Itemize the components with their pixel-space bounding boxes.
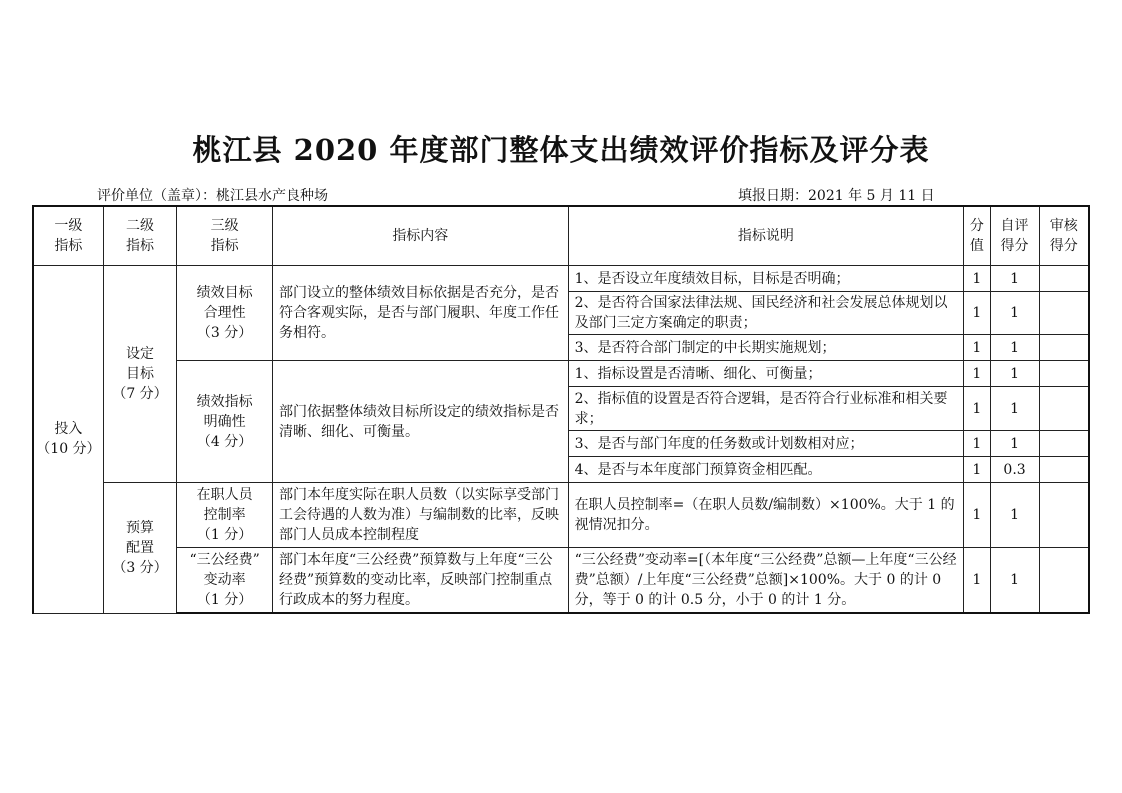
audit-score-cell [1039,387,1089,431]
self-score-cell: 1 [990,483,1039,548]
score-cell: 1 [964,548,991,614]
table-row [33,483,1089,548]
explanation-cell: 4、是否与本年度部门预算资金相匹配。 [568,457,963,483]
header-audit-score: 审核 得分 [1039,206,1089,266]
level3-cell: 在职人员 控制率 （1 分） [177,483,273,548]
self-score-cell: 1 [990,548,1039,614]
table-row [33,548,1089,614]
explanation-cell: 2、指标值的设置是否符合逻辑，是否符合行业标准和相关要求； [568,387,963,431]
explanation-cell: 1、是否设立年度绩效目标，目标是否明确； [568,266,963,292]
level3-cell: “三公经费” 变动率 （1 分） [177,548,273,614]
explanation-cell: 2、是否符合国家法律法规、国民经济和社会发展总体规划以及部门三定方案确定的职责； [568,292,963,335]
level2-cell: 预算 配置 （3 分） [103,483,176,614]
audit-score-cell [1039,431,1089,457]
header-score: 分 值 [964,206,991,266]
audit-score-cell [1039,292,1089,335]
content-cell: 部门设立的整体绩效目标依据是否充分，是否符合客观实际，是否与部门履职、年度工作任务相符。 [273,266,569,361]
level3-cell: 绩效目标 合理性 （3 分） [177,266,273,361]
audit-score-cell [1039,483,1089,548]
fill-date: 填报日期：2021 年 5 月 11 日 [738,188,935,204]
self-score-cell: 1 [990,292,1039,335]
audit-score-cell [1039,266,1089,292]
header-row [33,206,1089,266]
level1-cell: 投入 （10 分） [33,266,103,614]
score-cell: 1 [964,483,991,548]
page-title: 桃江县 2020 年度部门整体支出绩效评价指标及评分表 [192,133,930,167]
self-score-cell: 0.3 [990,457,1039,483]
evaluation-unit: 评价单位（盖章）：桃江县水产良种场 [97,188,328,204]
header-level2: 二级 指标 [103,206,176,266]
level2-cell: 设定 目标 （7 分） [103,266,176,483]
explanation-cell: “三公经费”变动率=[（本年度“三公经费”总额—上年度“三公经费”总额）/上年度“三公经费”总额]×100%。大于 0 的计 0 分，等于 0 的计 0.5 分，小于 0 的计 1 分。 [568,548,963,614]
header-content: 指标内容 [273,206,569,266]
score-cell: 1 [964,457,991,483]
evaluation-table [32,205,1090,614]
self-score-cell: 1 [990,387,1039,431]
table-row [33,266,1089,292]
audit-score-cell [1039,457,1089,483]
score-cell: 1 [964,266,991,292]
score-cell: 1 [964,335,991,361]
header-level1: 一级 指标 [33,206,103,266]
level3-cell: 绩效指标 明确性 （4 分） [177,361,273,483]
explanation-cell: 3、是否与部门年度的任务数或计划数相对应； [568,431,963,457]
content-cell: 部门本年度实际在职人员数（以实际享受部门工会待遇的人数为准）与编制数的比率，反映部门人员成本控制程度 [273,483,569,548]
score-cell: 1 [964,292,991,335]
audit-score-cell [1039,335,1089,361]
self-score-cell: 1 [990,266,1039,292]
score-cell: 1 [964,387,991,431]
header-level3: 三级 指标 [177,206,273,266]
content-cell: 部门本年度“三公经费”预算数与上年度“三公经费”预算数的变动比率，反映部门控制重点行政成本的努力程度。 [273,548,569,614]
audit-score-cell [1039,548,1089,614]
explanation-cell: 在职人员控制率=（在职人员数/编制数）×100%。大于 1 的视情况扣分。 [568,483,963,548]
header-explanation: 指标说明 [568,206,963,266]
content-cell: 部门依据整体绩效目标所设定的绩效指标是否清晰、细化、可衡量。 [273,361,569,483]
self-score-cell: 1 [990,335,1039,361]
score-cell: 1 [964,361,991,387]
explanation-cell: 3、是否符合部门制定的中长期实施规划； [568,335,963,361]
table-row [33,361,1089,387]
score-cell: 1 [964,431,991,457]
audit-score-cell [1039,361,1089,387]
explanation-cell: 1、指标设置是否清晰、细化、可衡量； [568,361,963,387]
self-score-cell: 1 [990,431,1039,457]
header-self-score: 自评 得分 [990,206,1039,266]
self-score-cell: 1 [990,361,1039,387]
